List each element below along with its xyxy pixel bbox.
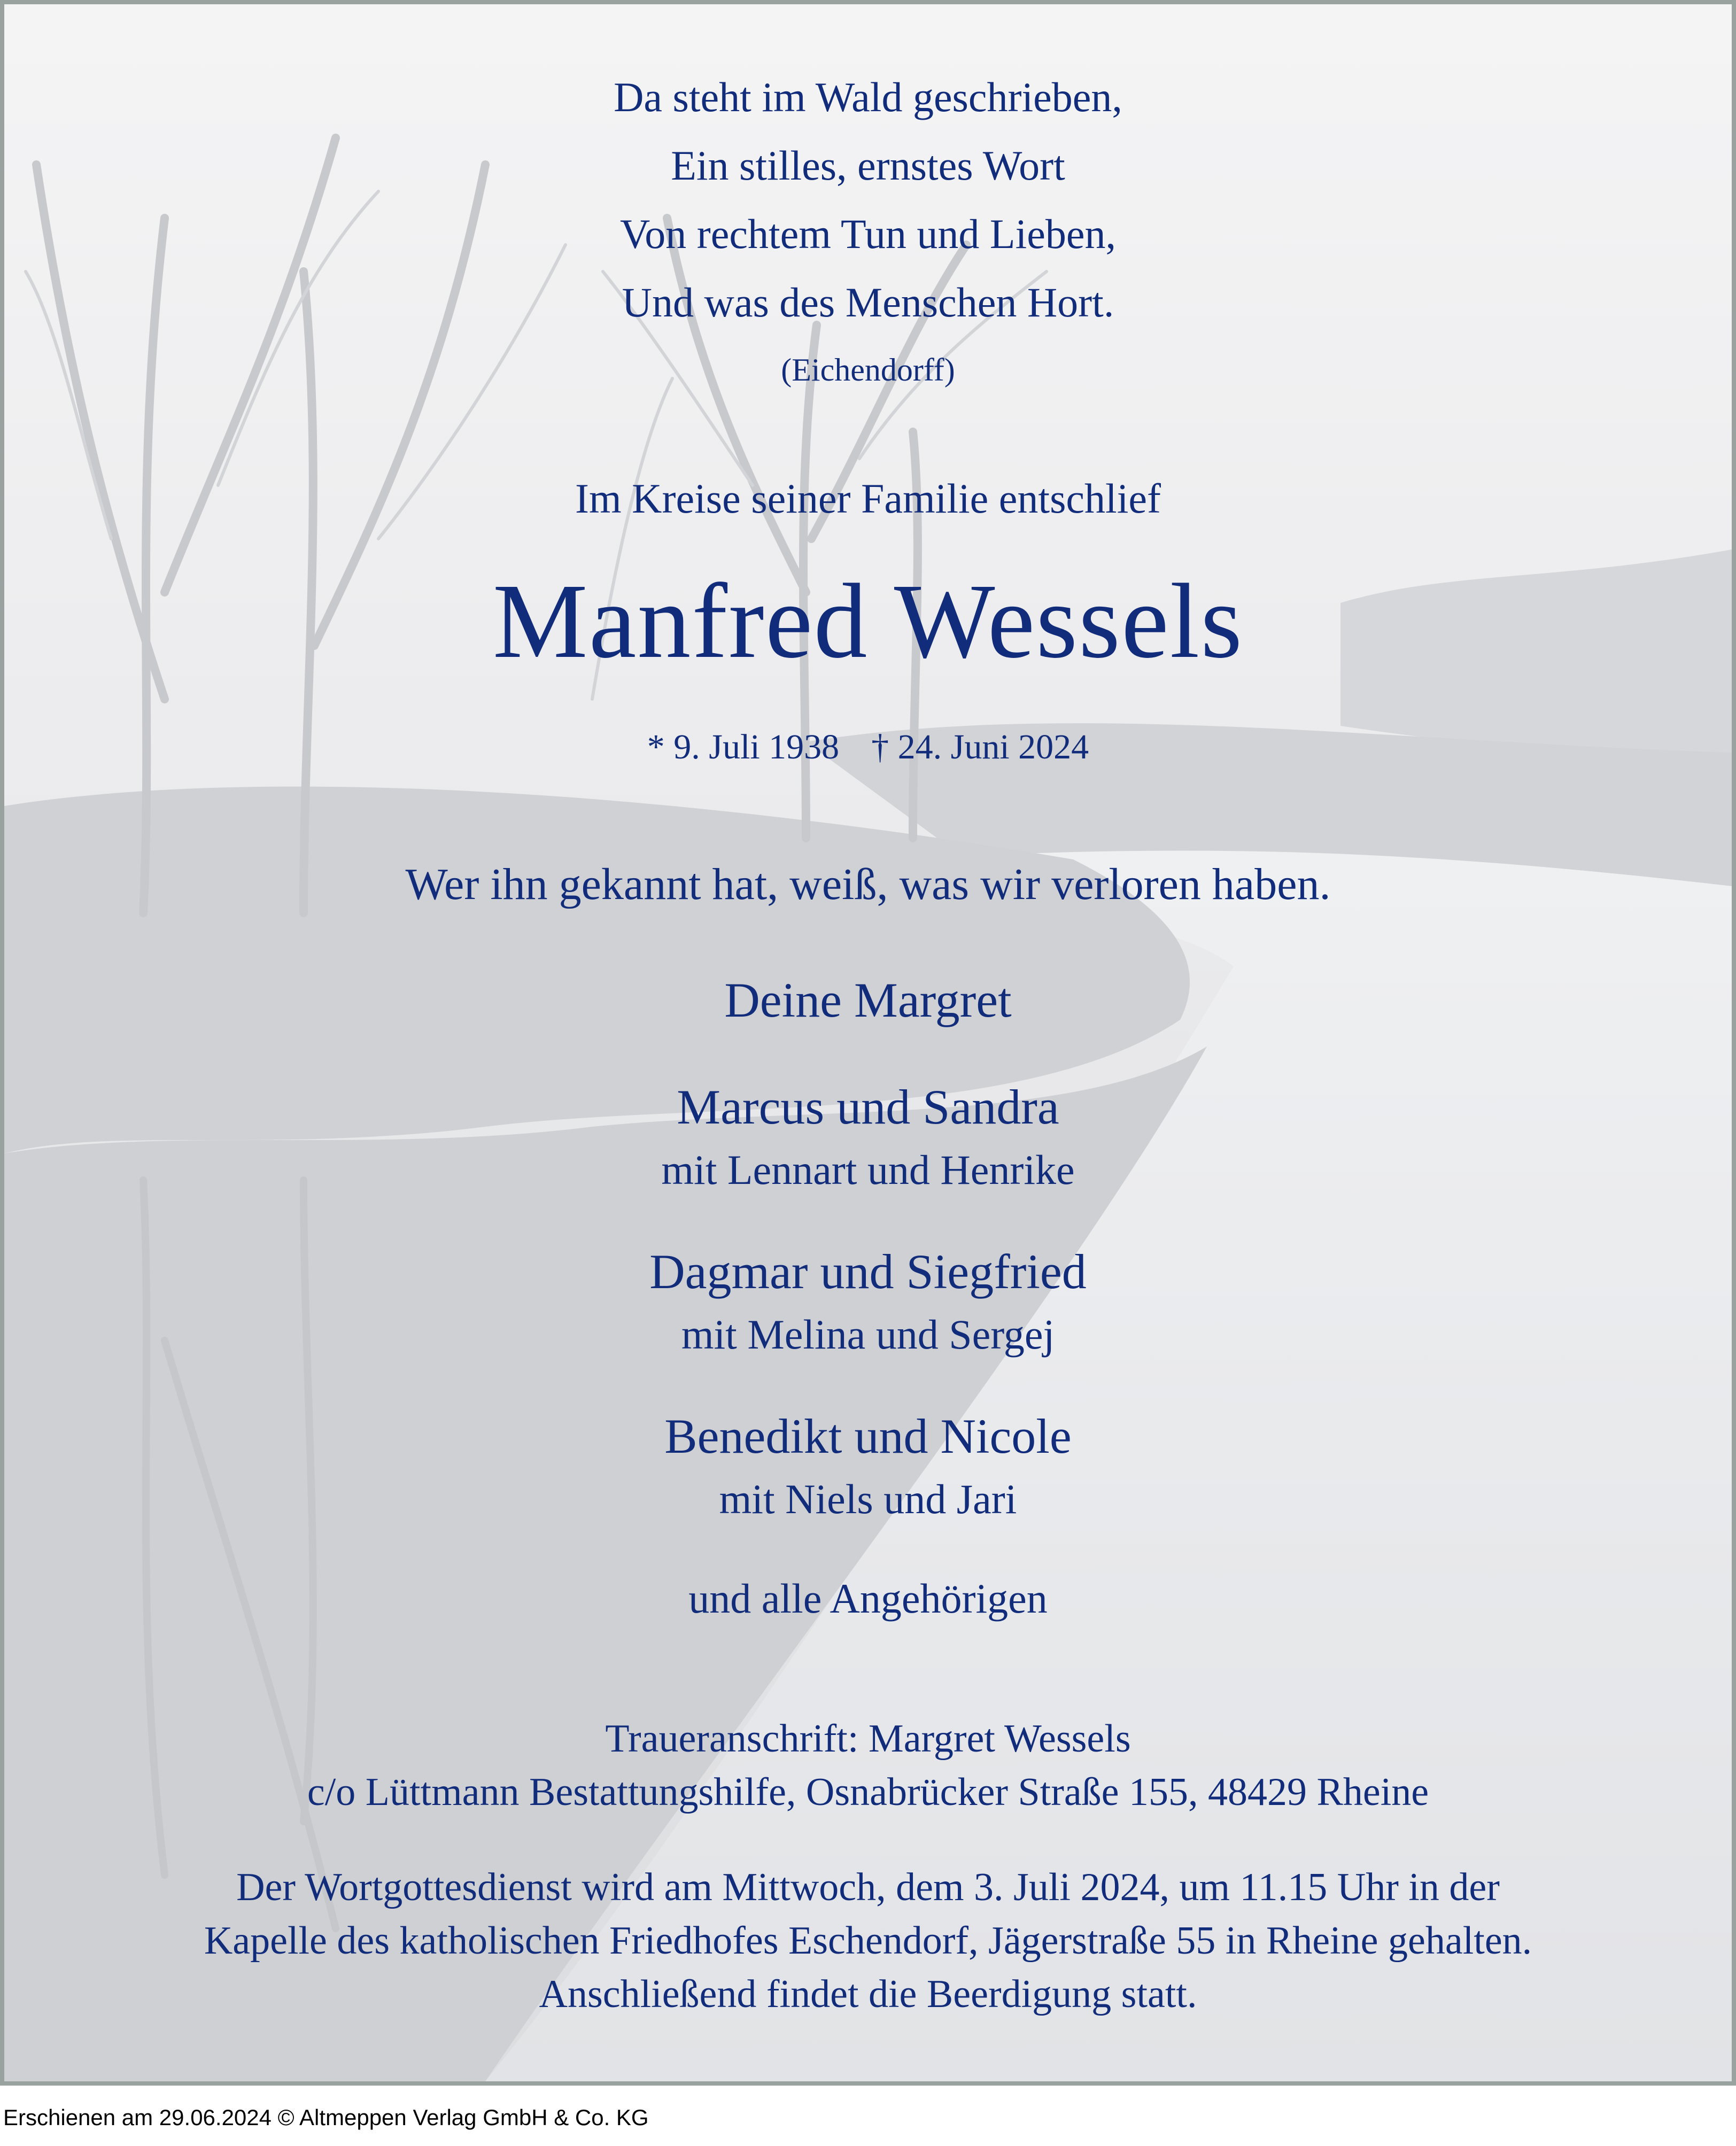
death-date: † 24. Juni 2024: [871, 727, 1089, 766]
address-line-2: c/o Lüttmann Bestattungshilfe, Osnabrücker Straße 155, 48429 Rheine: [307, 1770, 1429, 1814]
publication-footer: Erschienen am 29.06.2024 © Altmeppen Verlag GmbH & Co. KG: [3, 2105, 649, 2130]
relatives-line: und alle Angehörigen: [688, 1575, 1048, 1622]
family-group-4-main: Benedikt und Nicole: [664, 1409, 1072, 1463]
poem-line-3: Von rechtem Tun und Lieben,: [619, 211, 1116, 257]
birth-date: * 9. Juli 1938: [647, 727, 840, 766]
poem-source: (Eichendorff): [781, 352, 955, 388]
deceased-name: Manfred Wessels: [492, 562, 1244, 680]
poem-line-1: Da steht im Wald geschrieben,: [614, 74, 1122, 120]
family-group-2-main: Marcus und Sandra: [677, 1080, 1059, 1134]
address-line-1: Traueranschrift: Margret Wessels: [605, 1717, 1131, 1761]
memorial-quote: Wer ihn gekannt hat, weiß, was wir verloren haben.: [405, 859, 1331, 909]
family-group-1-main: Deine Margret: [724, 973, 1012, 1027]
service-line-3: Anschließend findet die Beerdigung statt.: [539, 1972, 1197, 2016]
family-group-3-main: Dagmar und Siegfried: [649, 1244, 1087, 1299]
service-line-1: Der Wortgottesdienst wird am Mittwoch, dem 3. Juli 2024, um 11.15 Uhr in der: [236, 1865, 1500, 1909]
service-line-2: Kapelle des katholischen Friedhofes Eschendorf, Jägerstraße 55 in Rheine gehalten.: [204, 1919, 1532, 1963]
poem-line-2: Ein stilles, ernstes Wort: [671, 142, 1065, 189]
family-group-2-sub: mit Lennart und Henrike: [661, 1146, 1075, 1193]
family-group-3-sub: mit Melina und Sergej: [681, 1311, 1055, 1358]
life-dates: [4, 727, 1732, 768]
poem-line-4: Und was des Menschen Hort.: [622, 279, 1114, 326]
family-group-4-sub: mit Niels und Jari: [719, 1476, 1017, 1522]
intro-line: Im Kreise seiner Familie entschlief: [575, 475, 1161, 522]
